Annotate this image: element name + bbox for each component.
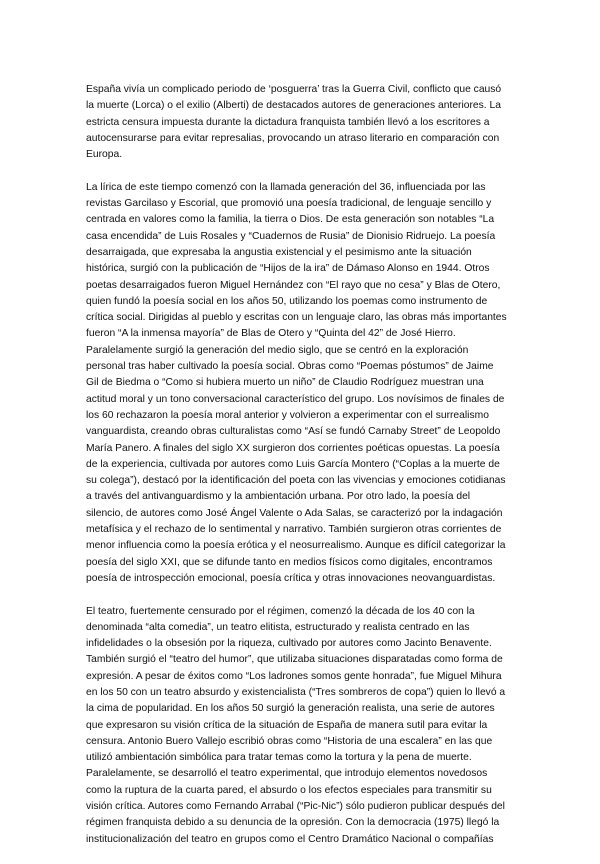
paragraph-posguerra: España vivía un complicado periodo de ‘posguerra’ tras la Guerra Civil, conflicto que causó la muerte (Lorca) o el exilio (Alberti) de destacados autores de generaciones anteriores. La estricta censura impuesta durante la dictadura franquista también llevó a los escritores a autocensurarse para evitar represalias, provocando un atraso literario en comparación con Europa.	[86, 84, 502, 161]
paragraph-teatro: El teatro, fuertemente censurado por el régimen, comenzó la década de los 40 con la denominada “alta comedia”, un teatro elitista, estructurado y realista centrado en las infidelidades o la obsesión por la riqueza, cultivado por autores como Jacinto Benavente. También surgió el “teatro del humor”, que utilizaba situaciones disparatadas como forma de expresión. A pesar de éxitos como “Los ladrones somos gente honrada”, fue Miguel Mihura en los 50 con un teatro absurdo y existencialista (“Tres sombreros de copa”) quien lo llevó a la cima de popularidad. En los años 50 surgió la generación realista, una serie de autores que expresaron su visión crítica de la situación de España de manera sutil para evitar la censura. Antonio Buero Vallejo escribió obras como “Historia de una escalera” en las que utilizó ambientación simbólica para tratar temas como la tortura y la pena de muerte. Paralelamente, se desarrolló el teatro experimental, que introdujo elementos novedosos como la ruptura de la cuarta pared, el absurdo o los efectos especiales para transmitir su visión crítica. Autores como Fernando Arrabal (“Pic-Nic”) sólo pudieron publicar después del régimen franquista debido a su denuncia de la opresión. Con la democracia (1975) llegó la institucionalización del teatro en grupos como el Centro Dramático Nacional o compañías	[86, 605, 506, 845]
document-body	[86, 82, 530, 864]
paragraph-lirica: La lírica de este tiempo comenzó con la llamada generación del 36, influenciada por las revistas Garcilaso y Escorial, que promovió una poesía tradicional, de lenguaje sencillo y centrada en valores como la familia, la tierra o Dios. De esta generación son notables “La casa encendida” de Luis Rosales y “Cuadernos de Rusia” de Dionisio Ridruejo. La poesía desarraigada, que expresaba la angustia existencial y el pesimismo ante la situación histórica, surgió con la publicación de “Hijos de la ira” de Dámaso Alonso en 1944. Otros poetas desarraigados fueron Miguel Hernández con “El rayo que no cesa” y Blas de Otero, quien fundó la poesía social en los años 50, utilizando los poemas como instrumento de crítica social. Dirigidas al pueblo y escritas con un lenguaje claro, las obras más importantes fueron “A la inmensa mayoría” de Blas de Otero y “Quinta del 42” de José Hierro. Paralelamente surgió la generación del medio siglo, que se centró en la exploración personal tras haber cultivado la poesía social. Obras como “Poemas póstumos” de Jaime Gil de Biedma o “Como si hubiera muerto un niño” de Claudio Rodríguez muestran una actitud moral y un tono conversacional característico del grupo. Los novísimos de finales de los 60 rechazaron la poesía moral anterior y volvieron a experimentar con el surrealismo vanguardista, creando obras culturalistas como “Así se fundó Carnaby Street” de Leopoldo María Panero. A finales del siglo XX surgieron dos corrientes poéticas opuestas. La poesía de la experiencia, cultivada por autores como Luis García Montero (“Coplas a la muerte de su colega”), destacó por la identificación del poeta con las vivencias y emociones cotidianas a través del antivanguardismo y la ambientación urbana. Por otro lado, la poesía del silencio, de autores como José Ángel Valente o Ada Salas, se caracterizó por la indagación metafísica y el rechazo de lo sentimental y narrativo. También surgieron otras corrientes de menor influencia como la poesía erótica y el neosurrealismo. Aunque es difícil categorizar la poesía del siglo XXI, que se difunde tanto en medios físicos como digitales, encontramos poesía de introspección emocional, poesía crítica y otras innovaciones neovanguardistas.	[86, 181, 507, 584]
